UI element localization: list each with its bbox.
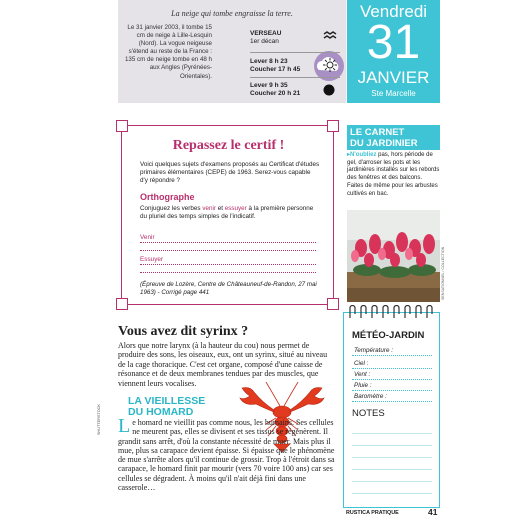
weekday: Vendredi bbox=[359, 2, 428, 21]
sun-icon bbox=[323, 58, 337, 72]
photo-credit: SENSATIONNEL / COLLECTION bbox=[441, 246, 445, 300]
divider bbox=[250, 77, 340, 78]
meteo-input-line[interactable] bbox=[352, 390, 432, 391]
notes-title: NOTES bbox=[352, 408, 385, 419]
moon-set: Coucher 20 h 21 bbox=[250, 89, 301, 97]
answer-line[interactable] bbox=[140, 272, 316, 273]
meteo-input-line[interactable] bbox=[352, 379, 432, 380]
certif-box bbox=[121, 125, 334, 305]
zodiac-decan: 1er décan bbox=[250, 37, 279, 45]
answer-line[interactable] bbox=[140, 242, 316, 243]
date-box bbox=[347, 0, 440, 103]
weather-fact: Le 31 janvier 2003, il tombe 15 cm de neige à Lille-Lesquin (Nord). La vogue neigeuse s'étend au reste de la France : 135 cm de neige tombe en 48 h aux Angles (Pyrénées-Orientales). bbox=[124, 24, 212, 80]
zodiac-info bbox=[250, 30, 281, 45]
notes-line[interactable] bbox=[352, 481, 432, 482]
meteo-field-temperature: Température : bbox=[354, 347, 393, 354]
notes-line[interactable] bbox=[352, 469, 432, 470]
meteo-input-line[interactable] bbox=[352, 401, 432, 402]
verb-highlight: venir bbox=[202, 205, 216, 212]
certif-intro: Voici quelques sujets d'examens proposés au Certificat d'études primaires élémentaires (CEPE) de 1963. Serez-vous capable d'y répondre ? bbox=[140, 161, 320, 184]
answer-label-venir: Venir bbox=[140, 234, 155, 241]
sun-times bbox=[250, 58, 300, 73]
answer-line[interactable] bbox=[140, 264, 316, 265]
sun-set: Coucher 17 h 45 bbox=[250, 65, 301, 73]
arrow-icon: ▸ bbox=[347, 152, 351, 158]
image-credit: SHUTTERSTOCK bbox=[97, 404, 101, 435]
meteo-field-ciel: Ciel : bbox=[354, 360, 369, 367]
divider bbox=[250, 52, 340, 53]
notes-line[interactable] bbox=[352, 493, 432, 494]
meteo-input-line[interactable] bbox=[352, 355, 432, 356]
meteo-field-barometre: Baromètre : bbox=[354, 393, 387, 400]
saying: La neige qui tombe engraisse la terre. bbox=[171, 9, 293, 18]
certif-heading: Orthographe bbox=[140, 192, 195, 202]
syrinx-text: Alors que notre larynx (à la hauteur du cou) nous permet de produire des sons, les oiseaux, eux, ont un syrinx, situé au niveau de la cage thoracique. C'est cet organe, composé d'une caisse de résonance et de deux membranes tendues par des muscles, que viennent leurs vocalises. bbox=[118, 341, 328, 388]
zodiac-sign: VERSEAU bbox=[250, 30, 282, 37]
corner-ornament bbox=[327, 120, 339, 132]
corner-ornament bbox=[116, 298, 128, 310]
drop-cap: L bbox=[118, 415, 131, 437]
corner-ornament bbox=[116, 120, 128, 132]
zodiac-icon bbox=[323, 30, 337, 42]
certif-source: (Épreuve de Lozère, Centre de Châteauneuf-de-Randon, 27 mai 1963) - Corrigé page 441 bbox=[140, 281, 317, 296]
month: JANVIER bbox=[357, 68, 430, 87]
carnet-title: LE CARNET DU JARDINIER bbox=[347, 125, 440, 150]
meteo-field-vent: Vent : bbox=[354, 371, 371, 378]
magazine-name: RUSTICA PRATIQUE bbox=[346, 510, 399, 516]
meteo-title: MÉTÉO-JARDIN bbox=[352, 330, 425, 341]
day-number: 31 bbox=[366, 16, 421, 69]
certif-instructions: Conjuguez les verbes venir et essuyer à la première personne du pluriel des temps simples de l'indicatif. bbox=[140, 205, 314, 220]
verb-highlight: essuyer bbox=[224, 205, 247, 212]
meteo-input-line[interactable] bbox=[352, 368, 432, 369]
sun-rise: Lever 8 h 23 bbox=[250, 58, 288, 65]
moon-rise: Lever 9 h 35 bbox=[250, 82, 288, 89]
corner-ornament bbox=[327, 298, 339, 310]
meteo-field-pluie: Pluie : bbox=[354, 382, 372, 389]
notes-line[interactable] bbox=[352, 457, 432, 458]
answer-line[interactable] bbox=[140, 250, 316, 251]
page-number: 41 bbox=[428, 507, 438, 517]
spiral-binding bbox=[346, 305, 438, 319]
cyclamen-photo bbox=[347, 210, 440, 302]
homard-title: LA VIEILLESSE DU HOMARD bbox=[128, 395, 206, 418]
new-moon-icon bbox=[323, 84, 335, 96]
homard-text: Le homard ne vieillit pas comme nous, les humains. Ses cellules ne meurent pas, elles se divisent et ses tissus se régénèrent. Il grandit sans arrêt, d'où la constante nécessité de muer. Mais plus il mue, plus sa carapace devient épaisse. Si épaisse que le phénomène de mue s'arrête alors qu'il continue de grossir. Trop à l'étroit dans sa carapace, le homard finit par mourir (vers 70 voire 100 ans) car ses cellules se dégradent. À moins qu'il n'ait déjà fini dans une casserole… bbox=[118, 415, 335, 493]
saint-of-day: Ste Marcelle bbox=[371, 89, 416, 98]
carnet-text: ▸N'oubliez pas, hors période de gel, d'arroser les pots et les jardinières installés sur les rebords des fenêtres et des balcons. Faites de même pour les arbustes cultivés en bac. bbox=[347, 152, 440, 197]
notes-line[interactable] bbox=[352, 445, 432, 446]
answer-label-essuyer: Essuyer bbox=[140, 256, 164, 263]
certif-title: Repassez le certif ! bbox=[172, 138, 285, 153]
moon-times bbox=[250, 82, 300, 97]
notes-line[interactable] bbox=[352, 433, 432, 434]
syrinx-title: Vous avez dit syrinx ? bbox=[118, 324, 249, 339]
